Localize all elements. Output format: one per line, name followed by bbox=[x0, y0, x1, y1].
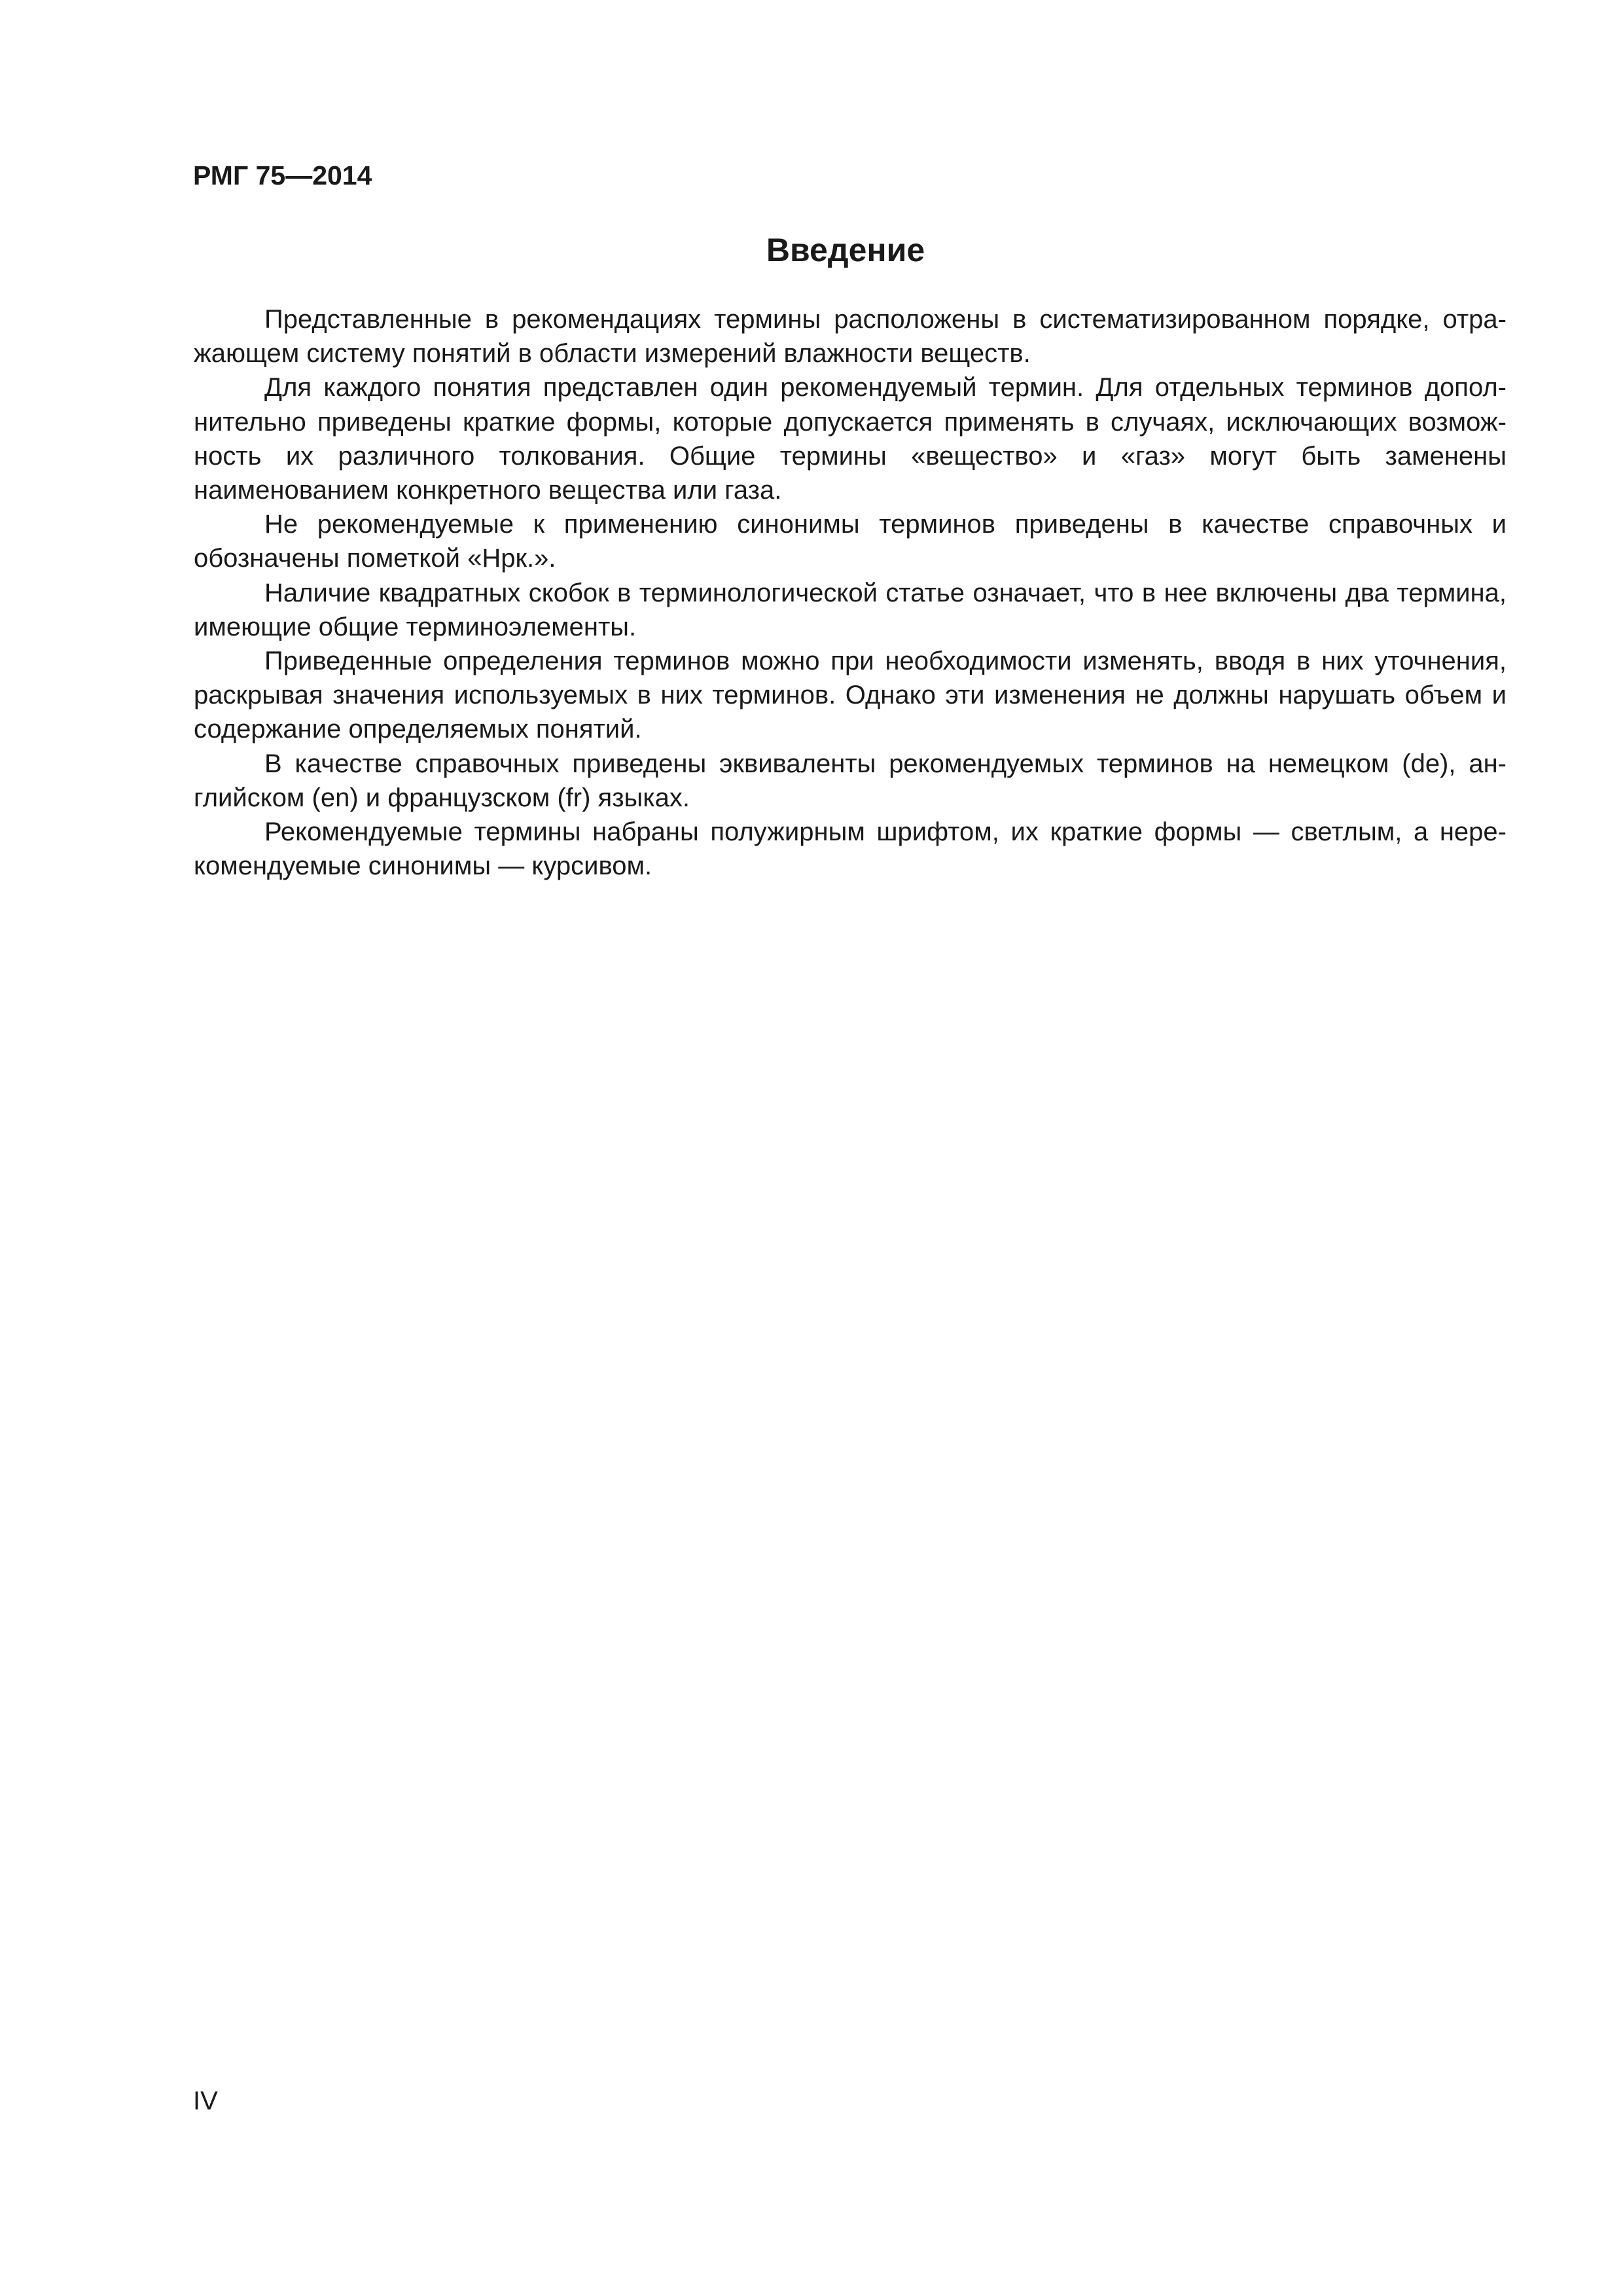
section-heading: Введение bbox=[766, 232, 925, 268]
paragraph: В качестве справочных приведены эквиваленты рекомендуемых терминов на немецком (de), английском (en) и французском (fr) языках. bbox=[194, 749, 1507, 812]
paragraph: Для каждого понятия представлен один рекомендуемый термин. Для отдельных терминов дополнительно приведены краткие формы, которые допускается применять в случаях, исключающих возможность их различного толкования. Общие термины «вещество» и «газ» могут быть заменены наименованием конкретного вещества или газа. bbox=[194, 373, 1507, 505]
paragraph: Не рекомендуемые к применению синонимы терминов приведены в качестве справочных и обозначены пометкой «Нрк.». bbox=[194, 510, 1507, 573]
paragraph: Приведенные определения терминов можно при необходимости изменять, вводя в них уточнения, раскрывая значения используемых в них терминов. Однако эти изменения не должны нарушать объем и содержание определяемых понятий. bbox=[194, 647, 1507, 744]
paragraph: Представленные в рекомендациях термины расположены в систематизированном порядке, отражающем систему понятий в области измерений влажности веществ. bbox=[194, 305, 1507, 368]
paragraph: Наличие квадратных скобок в терминологической статье означает, что в нее включены два термина, имеющие общие терминоэлементы. bbox=[194, 578, 1507, 641]
page-number: IV bbox=[193, 2087, 218, 2115]
introduction-text bbox=[194, 302, 1507, 883]
document-code: РМГ 75—2014 bbox=[193, 160, 372, 190]
paragraph: Рекомендуемые термины набраны полужирным шрифтом, их краткие формы — светлым, а нерекомендуемые синонимы — курсивом. bbox=[194, 817, 1507, 881]
